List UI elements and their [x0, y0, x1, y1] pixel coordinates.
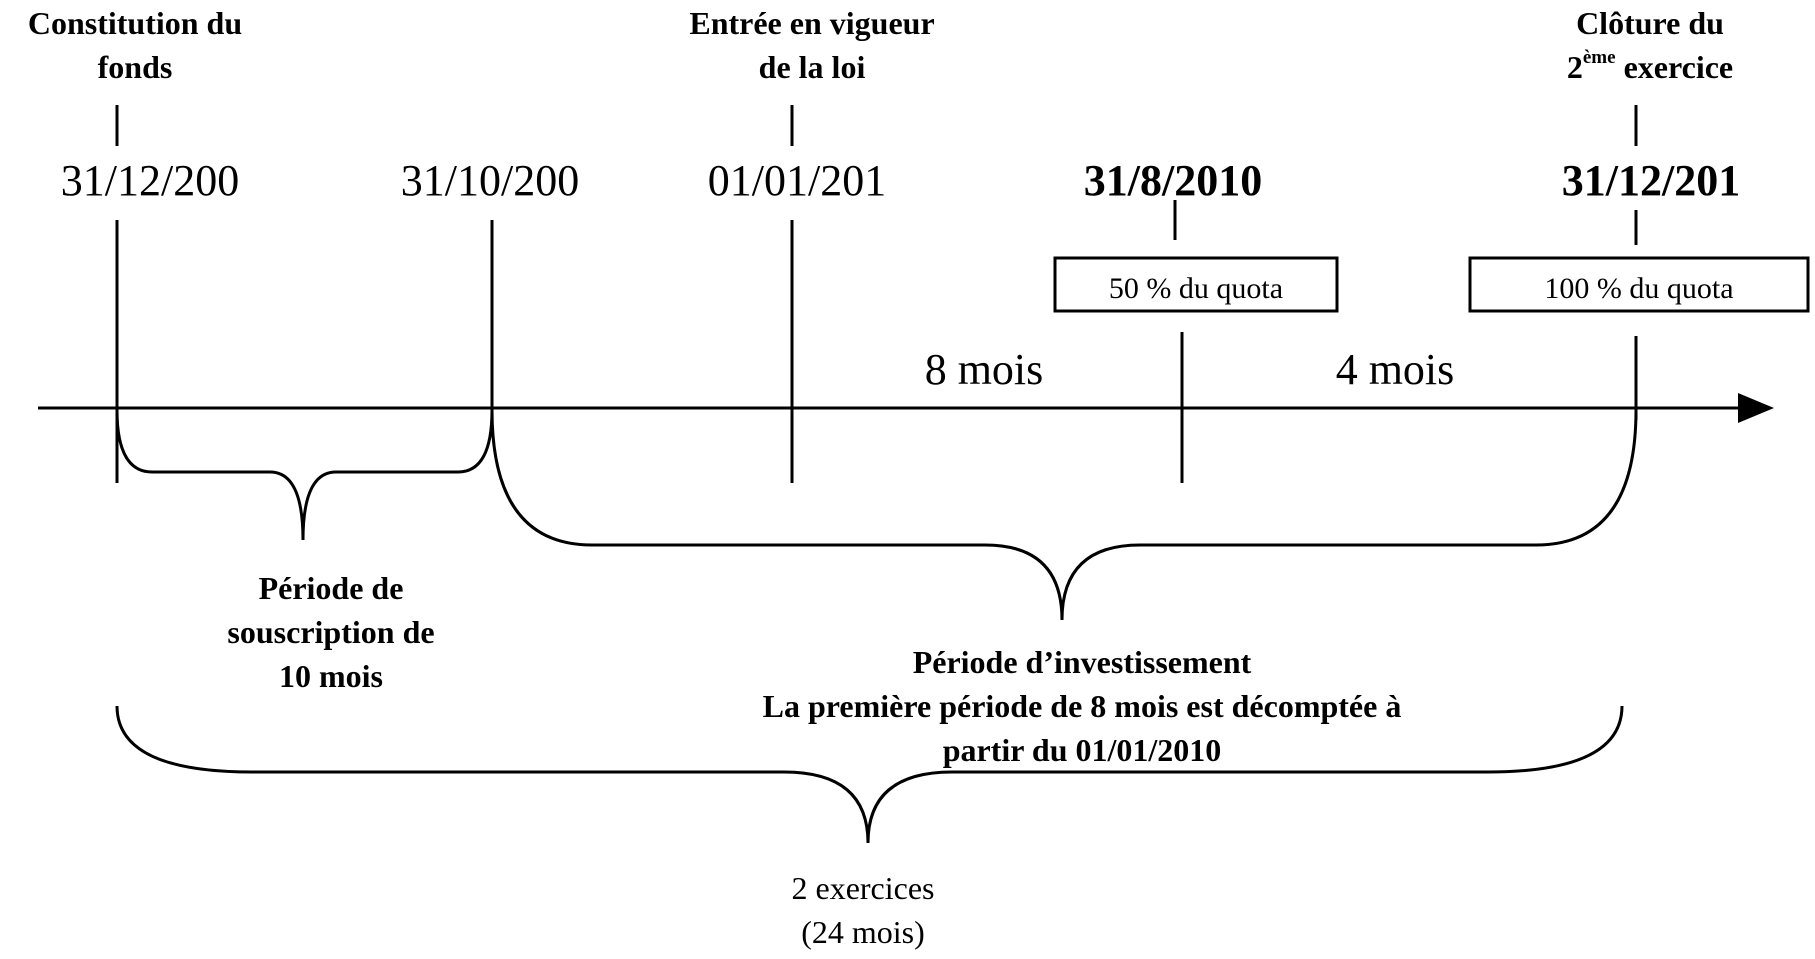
date-31-12-200: 31/12/200 — [60, 156, 240, 205]
cloture-rest: exercice — [1615, 49, 1734, 85]
header-entree-line2: de la loi — [758, 49, 866, 85]
brace-souscription — [117, 410, 492, 540]
duration-4-mois: 4 mois — [1335, 345, 1455, 394]
date-31-12-201: 31/12/201 — [1561, 156, 1741, 205]
header-constitution-line1: Constitution du — [27, 5, 243, 41]
header-entree-line1: Entrée en vigueur — [689, 5, 935, 41]
header-constitution-line2: fonds — [97, 49, 173, 85]
header-cloture-line1: Clôture du — [1576, 5, 1724, 41]
label-souscription-line3: 10 mois — [279, 658, 383, 694]
cloture-num: 2 — [1566, 49, 1583, 85]
label-investissement-line2: La première période de 8 mois est décomptée à — [762, 688, 1402, 724]
duration-8-mois: 8 mois — [924, 345, 1044, 394]
date-01-01-201: 01/01/201 — [707, 156, 887, 205]
label-investissement-line1: Période d’investissement — [912, 644, 1252, 680]
header-cloture-line2 — [1567, 47, 1733, 85]
brace-exercices — [117, 706, 1622, 843]
label-exercices-line2: (24 mois) — [801, 914, 925, 950]
label-souscription-line2: souscription de — [227, 614, 435, 650]
label-investissement-line3: partir du 01/01/2010 — [942, 732, 1222, 768]
brace-investissement — [492, 410, 1636, 620]
timeline-arrowhead — [1738, 393, 1774, 423]
label-exercices-line1: 2 exercices — [791, 870, 935, 906]
date-31-8-2010: 31/8/2010 — [1083, 156, 1263, 205]
quota-50-label: 50 % du quota — [1108, 272, 1284, 305]
date-31-10-200: 31/10/200 — [400, 156, 580, 205]
quota-100-label: 100 % du quota — [1544, 272, 1734, 305]
label-souscription-line1: Période de — [258, 570, 404, 606]
cloture-sup: ème — [1582, 47, 1616, 68]
